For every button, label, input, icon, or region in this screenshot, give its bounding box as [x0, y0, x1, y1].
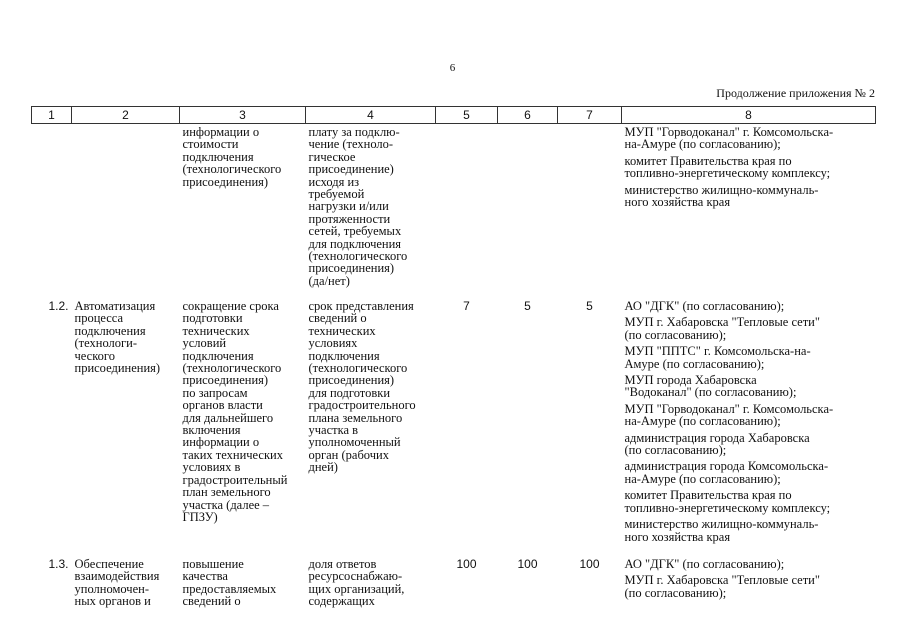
executor-item: АО "ДГК" (по согласованию);	[624, 557, 785, 571]
row-number: 1.3.	[48, 557, 69, 571]
column-header-7: 7	[558, 107, 622, 124]
indicator: плату за подклю- чение (техноло- гическое присоединение) исходя из требуемой нагрузки и/или протяженности сетей, требуемых для подключения (технологического присоединения) (да/нет)	[308, 125, 408, 288]
page-number: 6	[449, 62, 456, 74]
measure-name: Автоматизация процесса подключения (технологи- ческого присоединения)	[74, 299, 161, 376]
value-col-5: 7	[463, 299, 470, 313]
value-col-7: 100	[579, 557, 600, 571]
expected-result: информации о стоимости подключения (технологического присоединения)	[182, 125, 282, 189]
value-col-6: 5	[524, 299, 531, 313]
value-col-6: 100	[517, 557, 538, 571]
column-header-6: 6	[498, 107, 558, 124]
executor-item: комитет Правительства края по топливно-энергетическому комплексу;	[624, 153, 831, 181]
column-header-2: 2	[72, 107, 180, 124]
executor-item: АО "ДГК" (по согласованию);	[624, 299, 785, 313]
executor-item: МУП "Горводоканал" г. Комсомольска- на-Амуре (по согласованию);	[624, 125, 834, 152]
executor-item: комитет Правительства края по топливно-энергетическому комплексу;	[624, 488, 831, 515]
value-col-6	[498, 124, 558, 300]
executor-item: МУП г. Хабаровска "Тепловые сети" (по согласованию);	[624, 573, 820, 600]
column-header-8: 8	[622, 107, 876, 124]
value-col-7	[558, 124, 622, 300]
row-number	[32, 124, 72, 300]
value-col-5: 100	[456, 557, 477, 571]
appendix-table	[31, 106, 876, 608]
executor-item: министерство жилищно-коммуналь- ного хозяйства края	[624, 182, 819, 210]
value-col-5	[436, 124, 498, 300]
indicator: срок представления сведений о технических условиях подключения (технологического присоединения) для подготовки градостроительного плана земельного участка в уполномоченный орган (рабочих дней)	[308, 299, 416, 475]
column-header-1: 1	[32, 107, 72, 124]
executor-item: министерство жилищно-коммуналь- ного хозяйства края	[624, 517, 819, 544]
executor-item: МУП "Горводоканал" г. Комсомольска- на-Амуре (по согласованию);	[624, 401, 834, 429]
measure-name: Обеспечение взаимодействия уполномочен- ных органов и	[74, 557, 160, 609]
executor-item: МУП г. Хабаровска "Тепловые сети" (по согласованию);	[624, 315, 820, 342]
column-header-5: 5	[436, 107, 498, 124]
expected-result: повышение качества предоставляемых сведений о	[182, 557, 277, 609]
continuation-label: Продолжение приложения № 2	[716, 86, 875, 100]
indicator: доля ответов ресурсоснабжаю- щих организаций, содержащих	[308, 557, 405, 609]
header-row	[32, 107, 876, 124]
expected-result: сокращение срока подготовки технических условий подключения (технологического присоединения) по запросам органов власти для дальнейшего включения информации о таких технических условиях в градостроительный план земельного участка (далее – ГПЗУ)	[182, 299, 288, 524]
column-header-4: 4	[306, 107, 436, 124]
column-header-3: 3	[180, 107, 306, 124]
executors	[622, 299, 876, 557]
executor-item: МУП "ППТС" г. Комсомольска-на- Амуре (по согласованию);	[624, 344, 811, 371]
executors	[622, 124, 876, 300]
executor-item: администрация города Комсомольска- на-Амуре (по согласованию);	[624, 459, 829, 486]
table-row	[32, 557, 876, 608]
table-row	[32, 124, 876, 300]
table-row	[32, 299, 876, 557]
executor-item: администрация города Хабаровска (по согласованию);	[624, 430, 810, 458]
measure-name	[72, 124, 180, 300]
executors	[622, 557, 876, 608]
value-col-7: 5	[586, 299, 593, 313]
row-number: 1.2.	[48, 299, 69, 313]
executor-item: МУП города Хабаровска "Водоканал" (по согласованию);	[624, 373, 797, 400]
